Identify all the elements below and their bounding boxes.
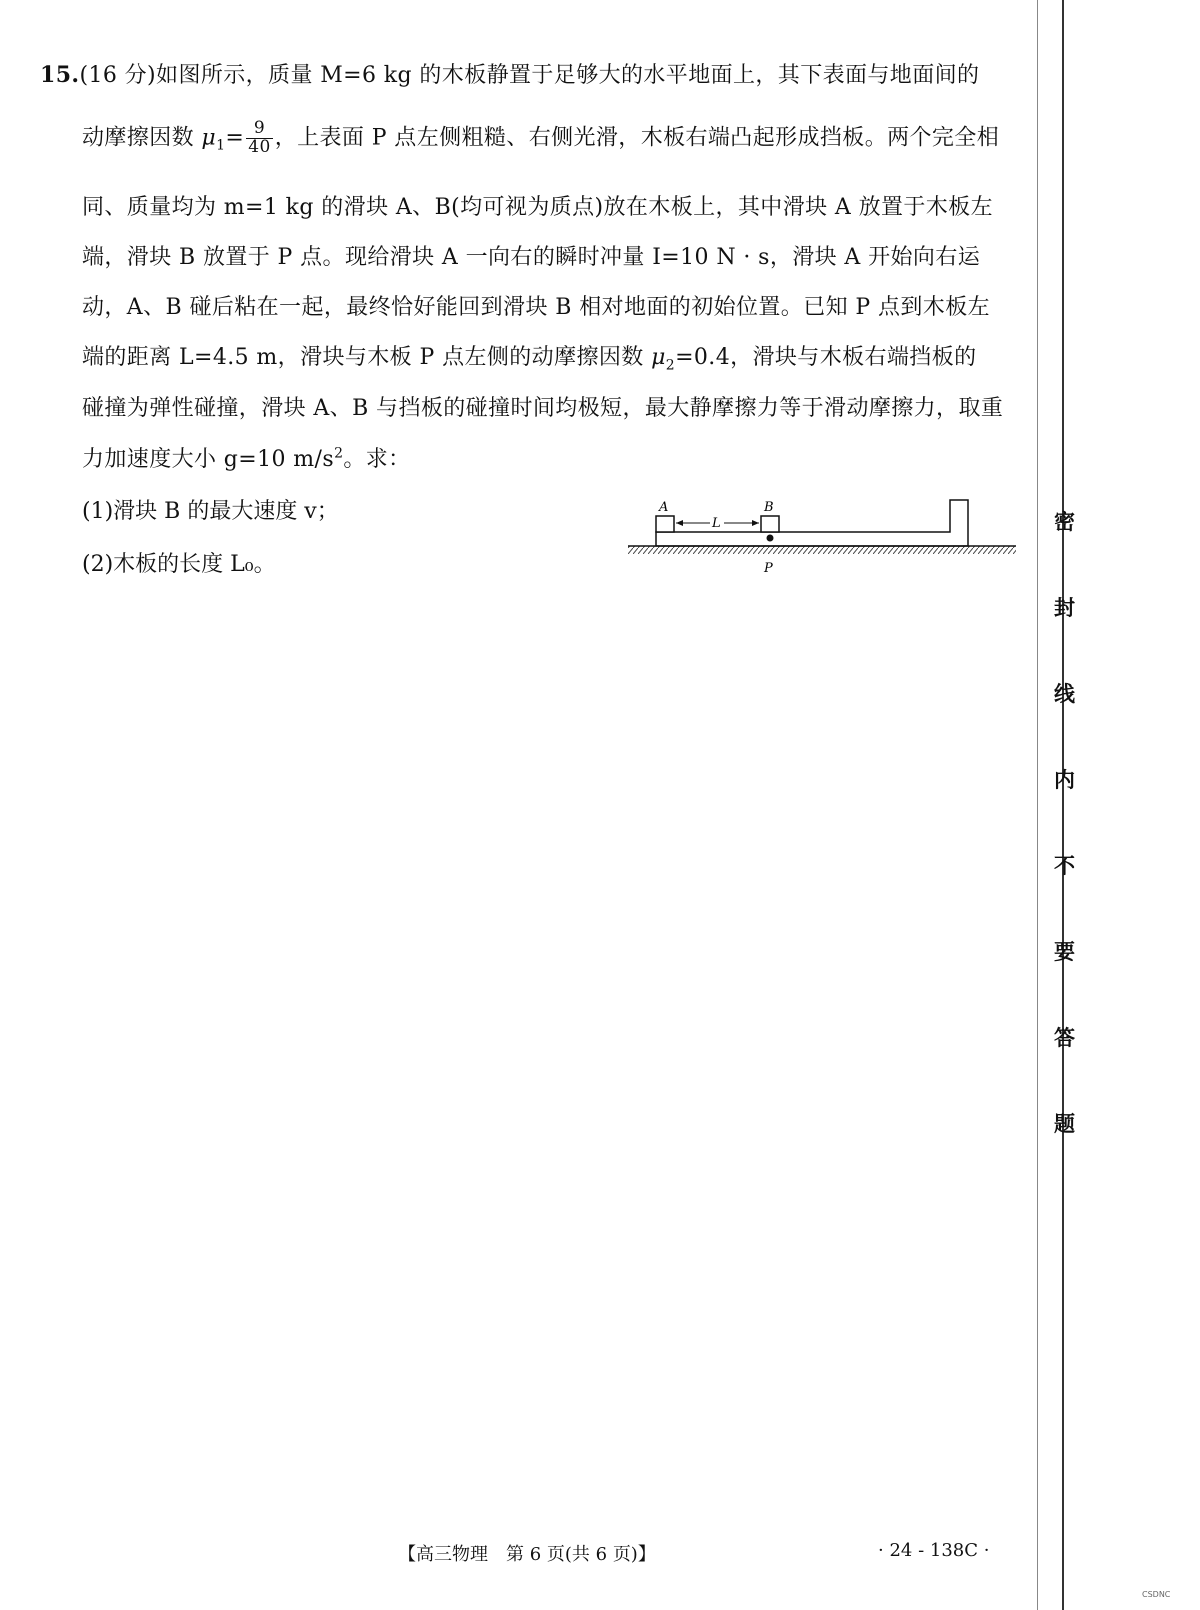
problem-line-6 xyxy=(82,340,977,373)
binding-rule xyxy=(1062,0,1064,1610)
arrow-right-icon xyxy=(752,520,759,526)
mu1-subscript: 1 xyxy=(216,137,226,154)
problem-text-3: 同、质量均为 m=1 kg 的滑块 A、B(均可视为质点)放在木板上，其中滑块 A 放置于木板左 xyxy=(82,195,993,220)
board-diagram xyxy=(628,488,1028,588)
question-1: (1)滑块 B 的最大速度 v； xyxy=(82,499,339,524)
mu1-fraction xyxy=(246,120,272,157)
problem-line-7 xyxy=(82,391,1003,422)
footer-code: · 24 - 138C · xyxy=(878,1540,990,1561)
seal-char-4: 内 xyxy=(1054,767,1075,792)
label-a: A xyxy=(659,500,669,515)
problem-text-7: 碰撞为弹性碰撞，滑块 A、B 与挡板的碰撞时间均极短，最大静摩擦力等于滑动摩擦力，取重 xyxy=(82,396,1004,421)
problem-line-8 xyxy=(82,442,411,473)
problem-line-2 xyxy=(82,120,999,157)
seal-char-7: 答 xyxy=(1054,1025,1075,1050)
seal-char-1: 密 xyxy=(1054,509,1075,534)
mu2-symbol: μ xyxy=(651,345,666,370)
problem-text-5: 动，A、B 碰后粘在一起，最终恰好能回到滑块 B 相对地面的初始位置。已知 P 点到木板左 xyxy=(82,295,990,320)
problem-text-1: (16 分)如图所示，质量 M=6 kg 的木板静置于足够大的水平地面上，其下表面与地面间的 xyxy=(79,63,980,88)
mu2-subscript: 2 xyxy=(665,357,676,374)
label-l: L xyxy=(712,516,721,531)
point-p-dot xyxy=(767,535,774,542)
problem-text-2b: ，上表面 P 点左侧粗糙、右侧光滑，木板右端凸起形成挡板。两个完全相 xyxy=(274,125,1000,151)
problem-text-6a: 端的距离 L=4.5 m，滑块与木板 P 点左侧的动摩擦因数 xyxy=(82,345,652,370)
footer-page-info: 【高三物理 第 6 页(共 6 页)】 xyxy=(398,1544,656,1565)
seal-char-8: 题 xyxy=(1054,1111,1075,1136)
mu1-symbol: μ xyxy=(201,125,217,151)
block-b xyxy=(761,516,779,532)
problem-text-8b: 。求： xyxy=(343,447,411,472)
binding-rule-inner xyxy=(1037,0,1038,1610)
problem-line-5 xyxy=(82,290,990,321)
problem-text-8a: 力加速度大小 g=10 m/s xyxy=(82,447,335,472)
mu1-denominator: 40 xyxy=(248,136,271,157)
label-b: B xyxy=(764,500,774,515)
mu1-equals: = xyxy=(225,125,245,151)
problem-text-4: 端，滑块 B 放置于 P 点。现给滑块 A 一向右的瞬时冲量 I=10 N · s，滑块 A 开始向右运 xyxy=(82,245,981,270)
seal-char-5: 不 xyxy=(1054,853,1075,878)
question-2: (2)木板的长度 L₀。 xyxy=(82,552,276,577)
mu1-numerator: 9 xyxy=(253,118,266,138)
label-p: P xyxy=(764,561,773,576)
problem-text-2a: 动摩擦因数 xyxy=(82,125,202,151)
problem-line-4 xyxy=(82,240,980,271)
problem-text-6b: =0.4，滑块与木板右端挡板的 xyxy=(675,345,977,370)
ground-hatch xyxy=(628,546,1016,554)
corner-watermark: CSDNC xyxy=(1142,1590,1171,1599)
problem-line-1 xyxy=(40,58,979,89)
arrow-left-icon xyxy=(676,520,683,526)
seal-char-6: 要 xyxy=(1054,939,1075,964)
problem-number: 15. xyxy=(40,62,80,88)
seal-char-3: 线 xyxy=(1054,681,1075,706)
seal-char-2: 封 xyxy=(1054,595,1075,620)
block-a xyxy=(656,516,674,532)
problem-line-3 xyxy=(82,190,993,221)
unit-superscript: 2 xyxy=(334,445,344,462)
